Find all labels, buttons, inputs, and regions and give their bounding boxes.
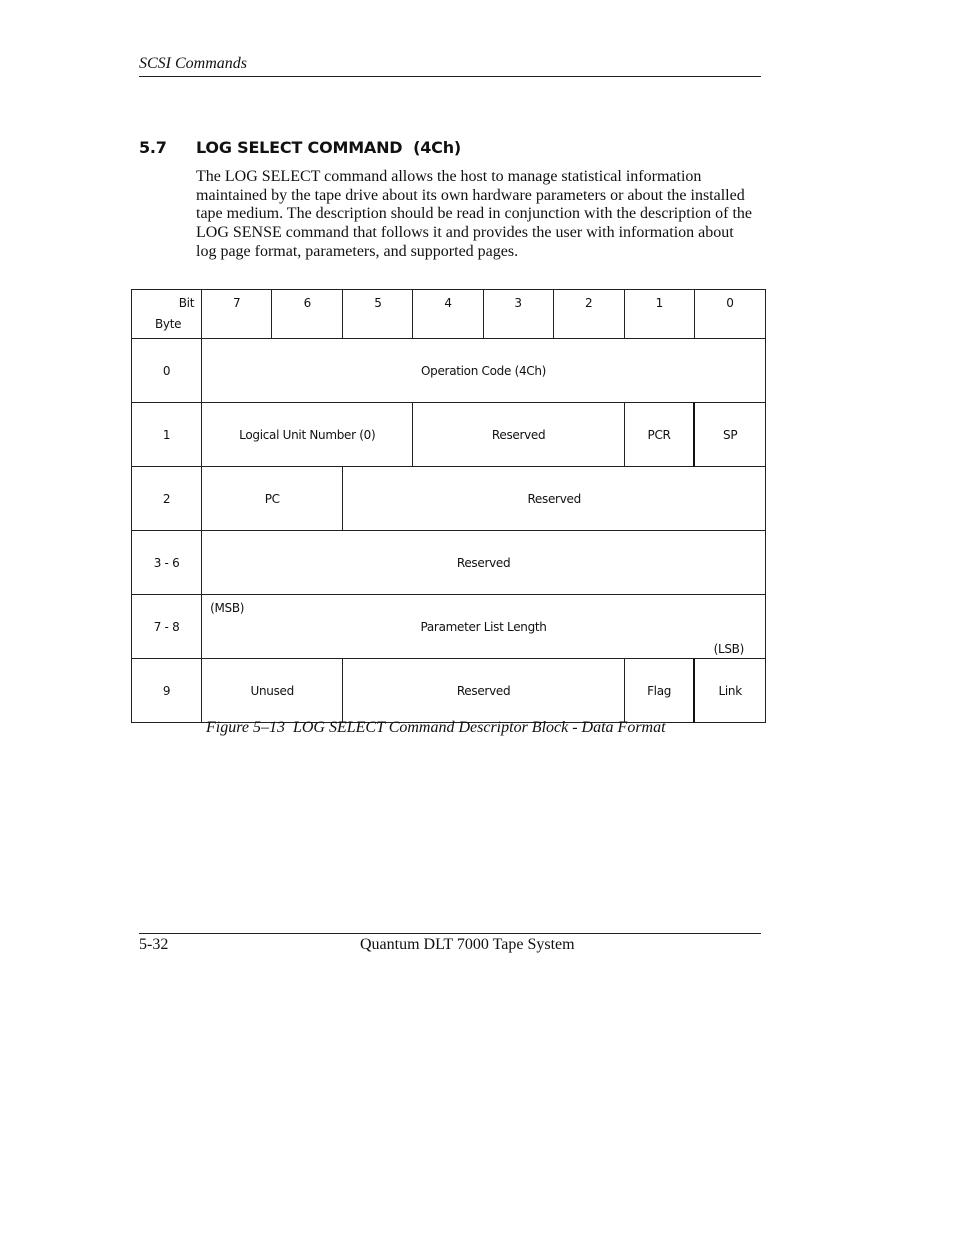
bit-label: Bit [178,296,195,310]
bit-4-header: 4 [413,290,483,339]
document-title: Quantum DLT 7000 Tape System [360,936,575,953]
bit-7-header: 7 [202,290,272,339]
bit-3-header: 3 [483,290,553,339]
intro-paragraph: The LOG SELECT command allows the host to manage statistical information maintained by the tape drive about its own hardware parameters or about the installed tape medium. The description should be read in conjunction with the description of the LOG SENSE command that follows it and provides the user with information about log page format, parameters, and supported pages. [196,168,753,260]
page-number: 5-32 [139,936,169,953]
section-title: LOG SELECT COMMAND (4Ch) [196,138,462,157]
table-row-byte-1 [132,403,766,467]
byte-number-cell: 2 [132,467,202,531]
bit-2-header: 2 [553,290,624,339]
table-row-byte-2 [132,467,766,531]
parameter-list-length-field: Parameter List Length [420,619,547,634]
reserved-field: Reserved [202,531,766,595]
section-heading [139,138,461,157]
bit-0-header: 0 [694,290,765,339]
reserved-field: Reserved [413,403,624,467]
byte-number-cell: 3 - 6 [132,531,202,595]
reserved-field: Reserved [343,659,624,723]
flag-field: Flag [624,659,694,723]
sp-field: SP [694,403,765,467]
parameter-list-length-cell [202,595,766,659]
running-header: SCSI Commands [139,55,248,72]
pcr-field: PCR [624,403,694,467]
table-row-byte-7-8 [132,595,766,659]
msb-marker: (MSB) [210,601,245,615]
header-rule [139,76,761,77]
bit-5-header: 5 [343,290,413,339]
link-field: Link [694,659,765,723]
lsb-marker: (LSB) [713,642,744,656]
operation-code-field: Operation Code (4Ch) [202,339,766,403]
table-row-byte-9 [132,659,766,723]
unused-field: Unused [202,659,343,723]
byte-label: Byte [155,317,182,331]
table-row-byte-3-6 [132,531,766,595]
byte-number-cell: 0 [132,339,202,403]
byte-number-cell: 9 [132,659,202,723]
bit-header-row [132,290,766,339]
footer-rule [139,933,761,934]
figure-caption: Figure 5–13 LOG SELECT Command Descriptor Block - Data Format [206,719,666,736]
command-descriptor-table [131,289,766,723]
table-row-byte-0 [132,339,766,403]
byte-number-cell: 7 - 8 [132,595,202,659]
bit-1-header: 1 [624,290,694,339]
bit-byte-corner-cell [132,290,202,339]
pc-field: PC [202,467,343,531]
byte-number-cell: 1 [132,403,202,467]
bit-6-header: 6 [272,290,343,339]
logical-unit-number-field: Logical Unit Number (0) [202,403,413,467]
section-number: 5.7 [139,138,167,157]
reserved-field: Reserved [343,467,766,531]
